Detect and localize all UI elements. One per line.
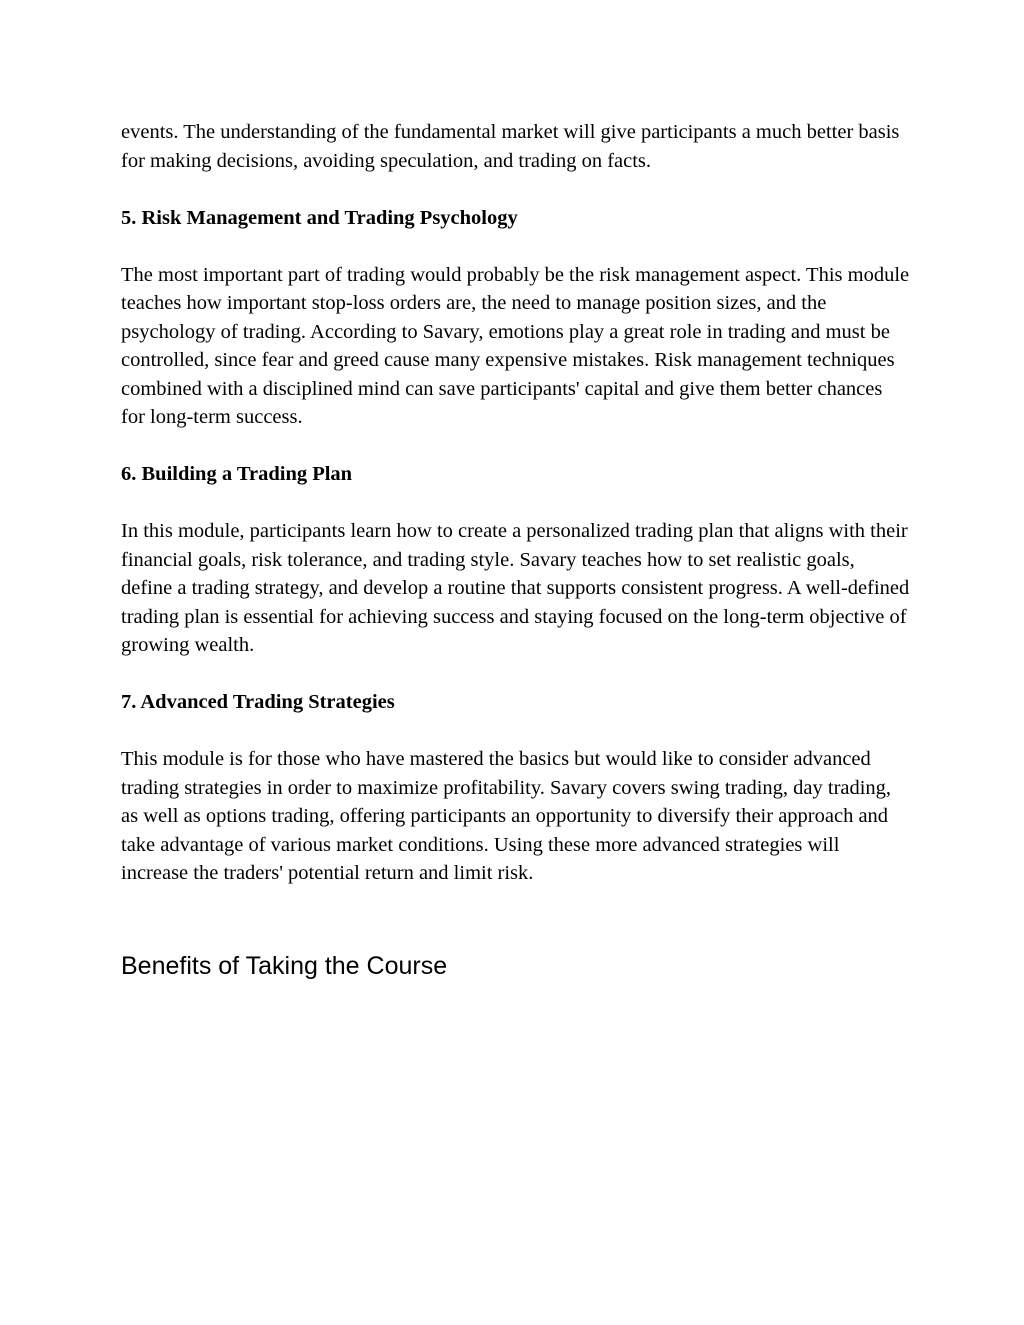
section-paragraph-trading-plan: In this module, participants learn how to create a personalized trading plan that aligns with their financial goals, risk tolerance, and trading style. Savary teaches how to set realistic goals, define a trading strategy, and develop a routine that supports consistent progress. A well-defined trading plan is essential for achieving success and staying focused on the long-term objective of growing wealth. [121,520,910,656]
section-paragraph-advanced-strategies: This module is for those who have mastered the basics but would like to consider advanced trading strategies in order to maximize profitability. Savary covers swing trading, day trading, as well as options trading, offering participants an opportunity to diversify their approach and take advantage of various market conditions. Using these more advanced strategies will increase the traders' potential return and limit risk. [121,748,892,884]
benefits-heading: Benefits of Taking the Course [121,951,448,980]
section-heading-risk-management: 5. Risk Management and Trading Psychology [121,206,518,229]
section-heading-advanced-strategies: 7. Advanced Trading Strategies [121,691,395,713]
section-paragraph-risk-management: The most important part of trading would probably be the risk management aspect. This module teaches how important stop-loss orders are, the need to manage position sizes, and the psychology of trading. According to Savary, emotions play a great role in trading and must be controlled, since fear and greed cause many expensive mistakes. Risk management techniques combined with a disciplined mind can save participants' capital and give them better chances for long-term success. [121,263,910,428]
document-page [121,118,911,982]
intro-paragraph: events. The understanding of the fundamental market will give participants a much better basis for making decisions, avoiding speculation, and trading on facts. [121,121,900,172]
section-heading-trading-plan: 6. Building a Trading Plan [121,463,353,485]
